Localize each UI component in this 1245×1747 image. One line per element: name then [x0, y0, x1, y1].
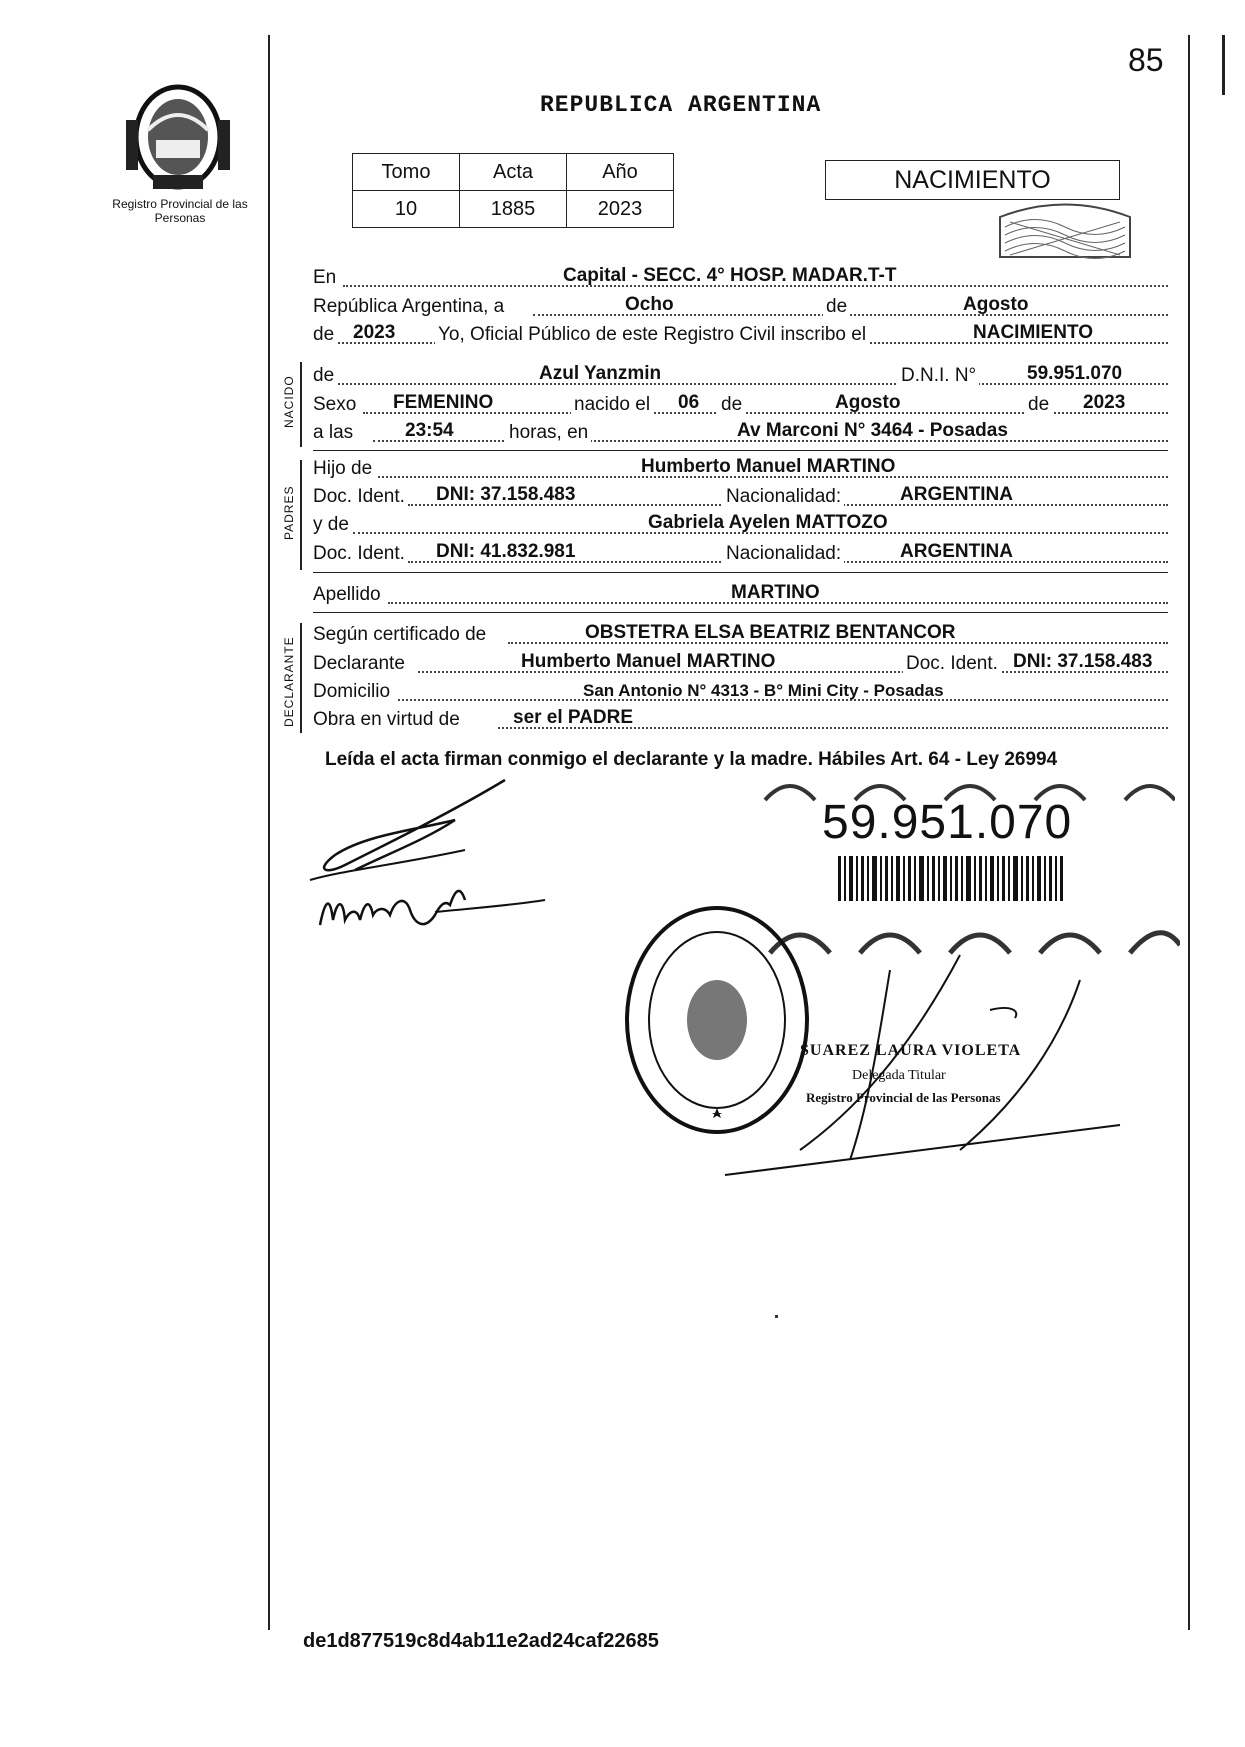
father-row [313, 456, 1168, 482]
certificate-row [313, 622, 1168, 648]
apellido-label: Apellido [313, 584, 384, 606]
inscribe-text: Yo, Oficial Público de este Registro Civil inscribo el [435, 324, 869, 346]
birth-day: 06 [678, 392, 700, 413]
padres-bar [300, 460, 302, 570]
declarant-doc: DNI: 37.158.483 [1013, 651, 1153, 672]
act-type-box: NACIMIENTO [825, 160, 1120, 200]
declarant-label: Declarante [313, 653, 408, 675]
capacity-value: ser el PADRE [513, 707, 634, 728]
nacido-bar [300, 362, 302, 447]
address-row [313, 679, 1168, 705]
id-number-large: 59.951.070 [822, 796, 1073, 849]
birth-time: 23:54 [405, 420, 454, 441]
sexo-label: Sexo [313, 394, 359, 416]
official-role: Delegada Titular [852, 1068, 946, 1083]
birth-month: Agosto [835, 392, 901, 413]
edge-mark [1222, 35, 1225, 95]
en-label: En [313, 267, 339, 289]
mother-doc: DNI: 41.832.981 [436, 541, 576, 562]
mother-row [313, 512, 1168, 538]
father-nationality: ARGENTINA [900, 484, 1013, 505]
nationality-label: Nacionalidad: [723, 543, 844, 565]
nacido-el-label: nacido el [571, 394, 653, 416]
inscribe-value: NACIMIENTO [973, 322, 1093, 343]
de-label-2: de [718, 394, 745, 416]
capacity-label: Obra en virtud de [313, 709, 463, 731]
sex-row [313, 392, 1168, 418]
nationality-label: Nacionalidad: [723, 486, 844, 508]
de-label: de [313, 324, 337, 346]
header-tomo: Tomo [353, 154, 460, 191]
official-organization: Registro Provincial de las Personas [806, 1090, 1001, 1105]
birth-place: Av Marconi N° 3464 - Posadas [737, 420, 1008, 441]
de-label-3: de [1025, 394, 1052, 416]
value-tomo: 10 [353, 191, 460, 228]
name-row [313, 363, 1168, 389]
mother-doc-row [313, 541, 1168, 567]
closing-note: Leída el acta firman conmigo el declarante y la madre. Hábiles Art. 64 - Ley 26994 [325, 749, 1058, 770]
mother-name: Gabriela Ayelen MATTOZO [648, 512, 888, 533]
watermark-arches-icon [760, 915, 1180, 955]
value-anio: 2023 [567, 191, 674, 228]
barcode-icon [838, 856, 1063, 901]
header-anio: Año [567, 154, 674, 191]
declarant-doc-label: Doc. Ident. [903, 653, 1001, 675]
value-acta: 1885 [460, 191, 567, 228]
republic-label: República Argentina, a [313, 296, 507, 318]
official-signature-icon [720, 950, 1140, 1180]
certificate-label: Según certificado de [313, 624, 489, 646]
doc-label: Doc. Ident. [313, 543, 408, 565]
nacido-section-label: NACIDO [282, 375, 296, 428]
date-row [313, 294, 1168, 320]
time-row [313, 420, 1168, 446]
hijo-label: Hijo de [313, 458, 375, 480]
birth-year: 2023 [1083, 392, 1126, 413]
surname-row [313, 582, 1168, 608]
capacity-row [313, 707, 1168, 733]
divider [313, 572, 1168, 573]
doc-label: Doc. Ident. [313, 486, 408, 508]
mother-nationality: ARGENTINA [900, 541, 1013, 562]
page-number: 85 [1128, 42, 1164, 78]
day-word: Ocho [625, 294, 674, 315]
place-value: Capital - SECC. 4° HOSP. MADAR.T-T [563, 265, 897, 286]
divider [313, 450, 1168, 451]
mother-signature-icon [315, 870, 555, 945]
registry-table [352, 153, 674, 228]
horas-label: horas, en [506, 422, 591, 444]
name-label: de [313, 365, 337, 387]
de-label: de [823, 296, 850, 318]
security-stamp-icon [995, 197, 1135, 262]
y-de-label: y de [313, 514, 352, 536]
document-hash: de1d877519c8d4ab11e2ad24caf22685 [303, 1630, 659, 1652]
surname-value: MARTINO [731, 582, 820, 603]
inscribe-row [313, 322, 1168, 348]
a-las-label: a las [313, 422, 356, 444]
declarant-name: Humberto Manuel MARTINO [521, 651, 776, 672]
child-name: Azul Yanzmin [539, 363, 662, 384]
declarante-bar [300, 623, 302, 733]
father-doc: DNI: 37.158.483 [436, 484, 576, 505]
certificate-value: OBSTETRA ELSA BEATRIZ BENTANCOR [585, 622, 956, 643]
header-acta: Acta [460, 154, 567, 191]
address-value: San Antonio N° 4313 - B° Mini City - Posadas [583, 681, 944, 700]
place-row [313, 265, 1168, 291]
divider [313, 612, 1168, 613]
year-value: 2023 [353, 322, 396, 343]
right-margin-line [1188, 35, 1190, 1630]
dni-label: D.N.I. N° [898, 365, 979, 387]
speck [775, 1315, 778, 1318]
left-margin-line [268, 35, 270, 1630]
declarant-row [313, 651, 1168, 677]
child-dni: 59.951.070 [1027, 363, 1123, 384]
provincial-seal-icon [118, 80, 238, 195]
father-doc-row [313, 484, 1168, 510]
padres-section-label: PADRES [282, 485, 296, 540]
month-value: Agosto [963, 294, 1029, 315]
address-label: Domicilio [313, 681, 393, 703]
declarante-section-label: DECLARANTE [282, 636, 296, 727]
organization-name: Registro Provincial de las Personas [112, 197, 248, 225]
father-name: Humberto Manuel MARTINO [641, 456, 896, 477]
document-title: REPUBLICA ARGENTINA [540, 92, 822, 118]
official-name: SUAREZ LAURA VIOLETA [800, 1042, 1022, 1059]
sexo-value: FEMENINO [393, 392, 494, 413]
